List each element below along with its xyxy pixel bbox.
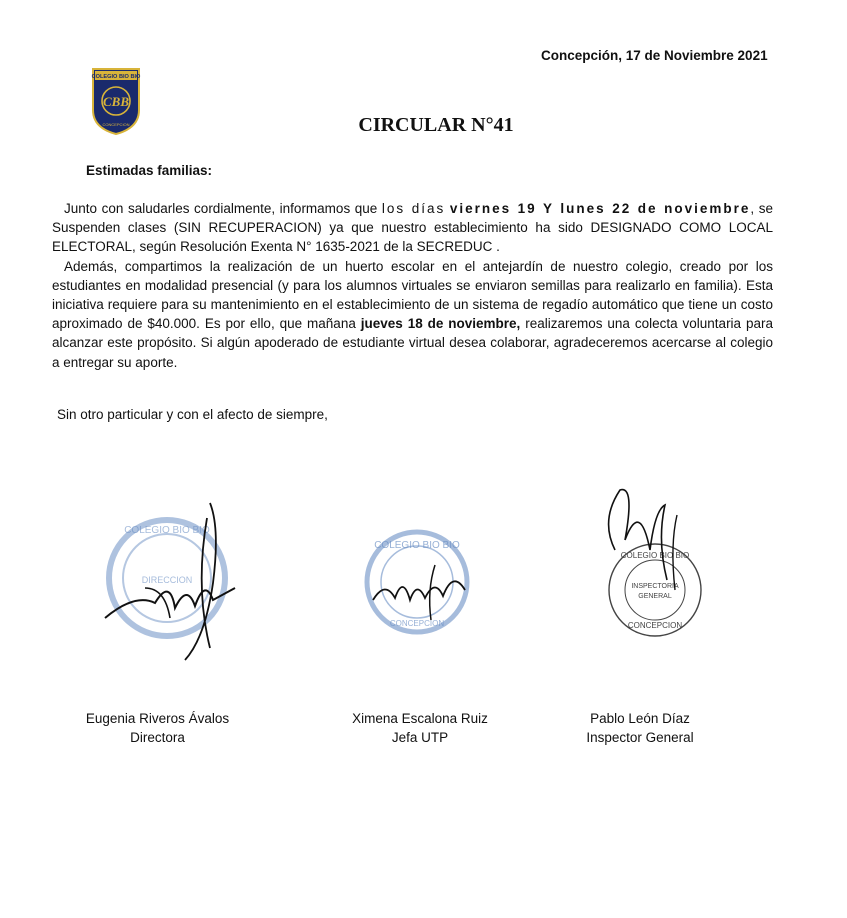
document-body xyxy=(52,199,773,372)
svg-text:COLEGIO BIO BIO: COLEGIO BIO BIO xyxy=(620,551,690,560)
text: Además, compartimos la realización de un huerto escolar en el antejardín de nuestro colegio, creado por los estudiantes en modalidad presencial (y para los alumnos virtuales se enviaron semillas para realizarlo en familia). Esta iniciativa requiere para su mantenimiento en el establecimiento de un sistema de regadío automático que tiene un costo aproximado de $40.000. Es por ello, que mañana xyxy=(52,258,773,332)
bold-text: jueves 18 de noviembre, xyxy=(360,316,521,332)
signer-name: Ximena Escalona Ruiz xyxy=(352,711,488,726)
document-title: CIRCULAR N°41 xyxy=(358,114,514,136)
greeting: Estimadas familias: xyxy=(86,163,213,178)
text: , se Suspenden clases (SIN RECUPERACION) ya que nuestro establecimiento ha sido DESIGNADO COMO LOCAL ELECTORAL, según Resolución Exenta N° 1635-2021 de la SECREDUC . xyxy=(52,201,773,255)
signer-1 xyxy=(80,709,235,747)
signer-2 xyxy=(345,709,495,747)
signature-stamp-1 xyxy=(95,488,245,668)
svg-text:CONCEPCION: CONCEPCION xyxy=(102,122,130,127)
svg-text:COLEGIO BIO BIO: COLEGIO BIO BIO xyxy=(91,74,141,80)
signer-name: Pablo León Díaz xyxy=(590,711,690,726)
svg-text:CONCEPCION: CONCEPCION xyxy=(627,621,683,630)
signer-name: Eugenia Riveros Ávalos xyxy=(85,711,230,726)
paragraph-1 xyxy=(52,199,773,257)
svg-text:COLEGIO BIO BIO: COLEGIO BIO BIO xyxy=(124,525,210,536)
paragraph-2 xyxy=(52,257,773,372)
svg-text:GENERAL: GENERAL xyxy=(638,593,672,600)
svg-text:CBB: CBB xyxy=(102,94,130,109)
text: los días xyxy=(381,201,446,216)
signature-stamp-2 xyxy=(355,520,485,640)
signature-stamp-3 xyxy=(595,480,715,640)
signer-role: Directora xyxy=(130,730,185,745)
text: realizaremos una colecta voluntaria para alcanzar este propósito. Si algún apoderado de estudiante virtual desea colaborar, agradeceremos acercarse al colegio a entregar su aporte. xyxy=(52,316,774,370)
document-date: Concepción, 17 de Noviembre 2021 xyxy=(541,48,768,63)
bold-text: viernes 19 Y lunes 22 de noviembre xyxy=(449,201,751,216)
svg-text:INSPECTORIA: INSPECTORIA xyxy=(631,583,679,590)
text: Junto con saludarles cordialmente, informamos que xyxy=(64,201,382,216)
svg-text:DIRECCION: DIRECCION xyxy=(141,575,193,585)
signer-role: Jefa UTP xyxy=(391,730,449,745)
svg-text:CONCEPCION: CONCEPCION xyxy=(389,619,445,628)
signer-role: Inspector General xyxy=(586,730,694,745)
signer-3 xyxy=(575,709,705,747)
svg-text:COLEGIO BIO BIO: COLEGIO BIO BIO xyxy=(374,540,460,551)
closing-line: Sin otro particular y con el afecto de siempre, xyxy=(57,407,328,422)
